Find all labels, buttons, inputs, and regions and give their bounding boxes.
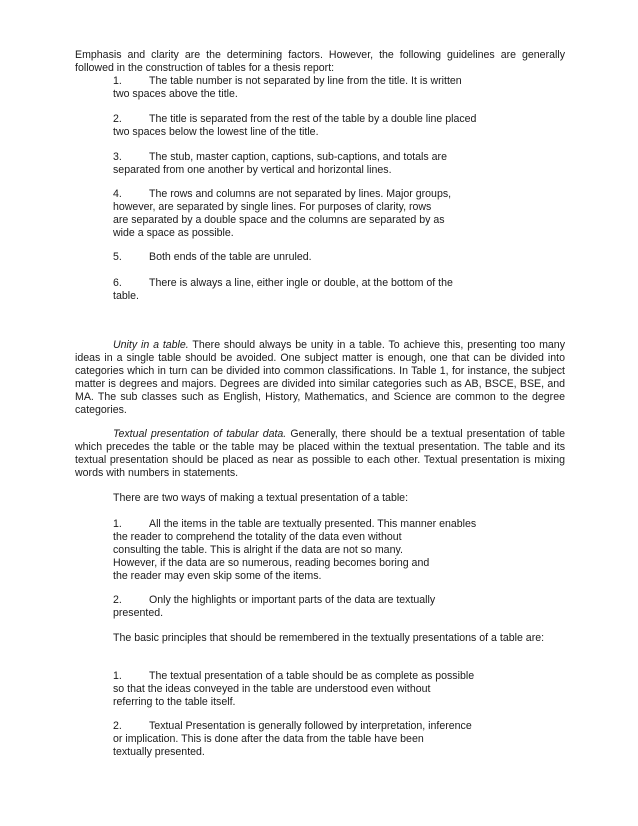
way-line: consulting the table. This is alright if the data are not so many. <box>113 544 403 556</box>
principle-item-2 <box>113 720 565 759</box>
guideline-number: 6. <box>113 277 122 289</box>
guideline-item-2 <box>113 113 565 139</box>
guideline-line: The rows and columns are not separated by lines. Major groups, <box>149 188 452 200</box>
guideline-item-1 <box>113 75 565 101</box>
guideline-line: two spaces above the title. <box>113 88 238 100</box>
unity-heading: Unity in a table. <box>113 339 189 351</box>
principle-line: Textual Presentation is generally followed by interpretation, inference <box>149 720 472 732</box>
guideline-line: The table number is not separated by line from the title. It is written <box>149 75 462 87</box>
guideline-line: are separated by a double space and the columns are separated by as <box>113 214 445 226</box>
guideline-item-3 <box>113 151 565 177</box>
way-line: However, if the data are so numerous, reading becomes boring and <box>113 557 430 569</box>
textual-heading: Textual presentation of tabular data. <box>113 428 287 440</box>
unity-text: There should always be unity in a table. To achieve this, presenting too many ideas in a single table should be avoided. One subject matter is enough, one that can be divided into categories which in turn can be divided into common classifications. In Table 1, for instance, the subject matter is degrees and majors. Degrees are divided into similar categories such as AB, BSCE, BSE, and MA. The sub classes such as English, History, Mathematics, and Science are common to the degree categories. <box>75 339 565 416</box>
guideline-item-4 <box>113 188 565 240</box>
guideline-item-5 <box>113 251 565 264</box>
way-item-2 <box>113 594 565 620</box>
way-line: All the items in the table are textually presented. This manner enables <box>149 518 477 530</box>
way-number: 2. <box>113 594 122 606</box>
guideline-line: two spaces below the lowest line of the title. <box>113 126 319 138</box>
way-number: 1. <box>113 518 122 530</box>
way-line: the reader to comprehend the totality of the data even without <box>113 531 402 543</box>
intro-paragraph: Emphasis and clarity are the determining factors. However, the following guidelines are generally followed in the construction of tables for a thesis report: <box>75 49 565 74</box>
guideline-line: separated from one another by vertical and horizontal lines. <box>113 164 392 176</box>
guideline-line: table. <box>113 290 139 302</box>
textual-text: Generally, there should be a textual presentation of table which precedes the table or the table may be placed within the textual presentation. The table and its textual presentation should be placed as near as possible to each other. Textual presentation is mixing words with numbers in statements. <box>75 428 566 479</box>
guideline-number: 1. <box>113 75 122 87</box>
guideline-item-6 <box>113 277 565 303</box>
unity-paragraph <box>75 339 565 417</box>
guideline-number: 5. <box>113 251 122 263</box>
guideline-line: however, are separated by single lines. For purposes of clarity, rows <box>113 201 432 213</box>
textual-paragraph <box>75 428 565 480</box>
guideline-line: The title is separated from the rest of the table by a double line placed <box>149 113 477 125</box>
guideline-line: Both ends of the table are unruled. <box>149 251 312 263</box>
principles-intro: The basic principles that should be remembered in the textually presentations of a table are: <box>113 632 545 644</box>
principle-number: 2. <box>113 720 122 732</box>
guideline-line: The stub, master caption, captions, sub-captions, and totals are <box>149 151 447 163</box>
way-line: presented. <box>113 607 164 619</box>
principle-line: The textual presentation of a table should be as complete as possible <box>149 670 475 682</box>
principle-line: textually presented. <box>113 746 205 758</box>
guideline-line: wide a space as possible. <box>113 227 234 239</box>
guideline-number: 3. <box>113 151 122 163</box>
guideline-line: There is always a line, either ingle or double, at the bottom of the <box>149 277 453 289</box>
way-line: Only the highlights or important parts of the data are textually <box>149 594 436 606</box>
way-line: the reader may even skip some of the items. <box>113 570 322 582</box>
principle-number: 1. <box>113 670 122 682</box>
principle-line: or implication. This is done after the data from the table have been <box>113 733 424 745</box>
guideline-number: 2. <box>113 113 122 125</box>
way-item-1 <box>113 518 565 583</box>
principle-line: so that the ideas conveyed in the table are understood even without <box>113 683 431 695</box>
principle-item-1 <box>113 670 565 709</box>
two-ways-intro: There are two ways of making a textual presentation of a table: <box>113 492 409 504</box>
principle-line: referring to the table itself. <box>113 696 236 708</box>
guideline-number: 4. <box>113 188 122 200</box>
